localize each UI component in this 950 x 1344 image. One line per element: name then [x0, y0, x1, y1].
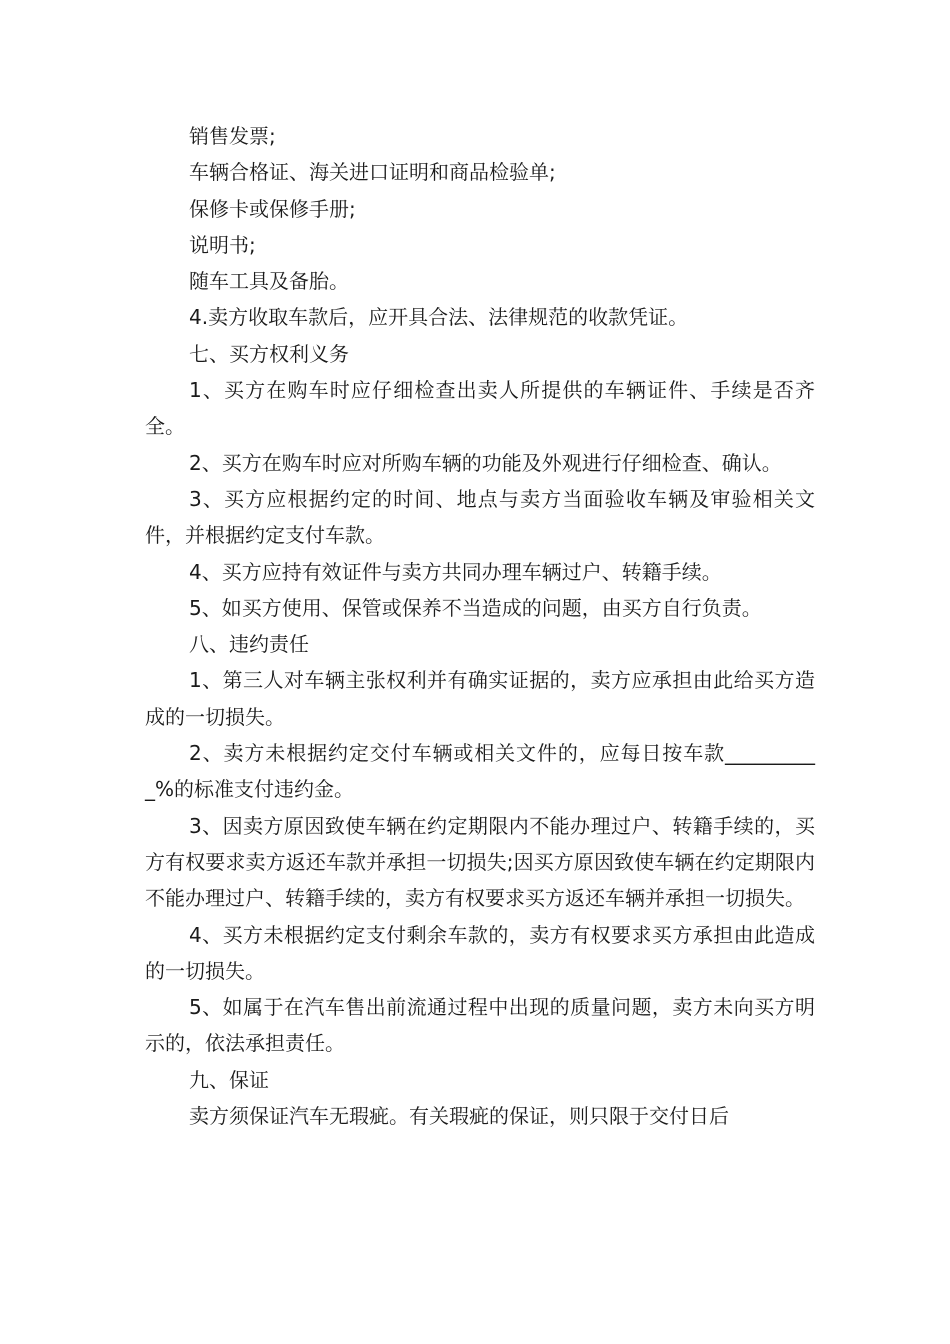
paragraph-breach-clause-3: 3、因卖方原因致使车辆在约定期限内不能办理过户、转籍手续的，买方有权要求卖方返还车款并承担一切损失;因买方原因致使车辆在约定期限内不能办理过户、转籍手续的，卖方有权要求买方返还车辆并承担一切损失。 [145, 813, 815, 911]
paragraph-manual: 说明书; [189, 232, 256, 257]
paragraph-seller-receipt: 4.卖方收取车款后，应开具合法、法律规范的收款凭证。 [189, 305, 689, 330]
paragraph-breach-clause-1: 1、第三人对车辆主张权利并有确实证据的，卖方应承担由此给买方造成的一切损失。 [145, 668, 815, 729]
paragraph-buyer-clause-1: 1、买方在购车时应仔细检查出卖人所提供的车辆证件、手续是否齐全。 [145, 378, 815, 439]
paragraph-buyer-clause-4: 4、买方应持有效证件与卖方共同办理车辆过户、转籍手续。 [189, 559, 722, 584]
paragraph-buyer-clause-2: 2、买方在购车时应对所购车辆的功能及外观进行仔细检查、确认。 [189, 450, 782, 475]
section-heading-buyer-rights: 七、买方权利义务 [189, 341, 349, 366]
paragraph-breach-clause-2: 2、卖方未根据约定交付车辆或相关文件的，应每日按车款__________%的标准支付违约金。 [145, 741, 815, 802]
paragraph-breach-clause-4: 4、买方未根据约定支付剩余车款的，卖方有权要求买方承担由此造成的一切损失。 [145, 922, 815, 983]
paragraph-buyer-clause-5: 5、如买方使用、保管或保养不当造成的问题，由买方自行负责。 [189, 595, 762, 620]
section-heading-warranty: 九、保证 [189, 1067, 269, 1092]
paragraph-breach-clause-5: 5、如属于在汽车售出前流通过程中出现的质量问题，卖方未向买方明示的，依法承担责任。 [145, 995, 815, 1056]
paragraph-tools-spare-tire: 随车工具及备胎。 [189, 269, 349, 294]
paragraph-vehicle-certificate: 车辆合格证、海关进口证明和商品检验单; [189, 160, 556, 185]
paragraph-warranty-clause: 卖方须保证汽车无瑕疵。有关瑕疵的保证，则只限于交付日后 [189, 1104, 729, 1129]
document-body [145, 118, 815, 1134]
paragraph-sales-invoice: 销售发票; [189, 124, 276, 148]
section-heading-breach-liability: 八、违约责任 [189, 632, 309, 657]
paragraph-warranty-card: 保修卡或保修手册; [189, 196, 356, 221]
paragraph-buyer-clause-3: 3、买方应根据约定的时间、地点与卖方当面验收车辆及审验相关文件，并根据约定支付车款。 [145, 486, 815, 548]
